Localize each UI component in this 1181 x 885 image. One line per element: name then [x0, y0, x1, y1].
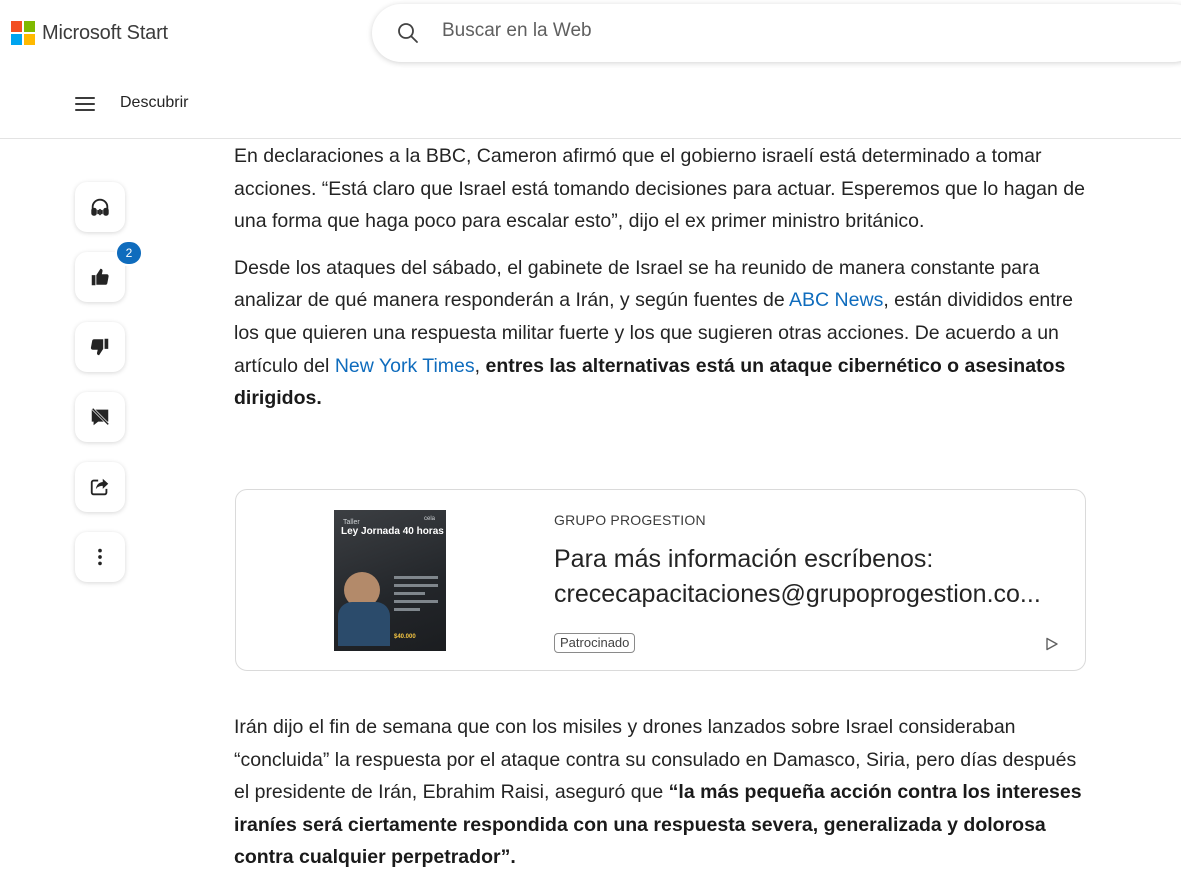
article-paragraph-2: Desde los ataques del sábado, el gabinete de Israel se ha reunido de manera constante para analizar de qué manera responderán a Irán, y según fuentes de ABC News, están divididos entre los que quieren una respuesta militar fuerte y los que sugieren otras acciones. De acuerdo a un artículo del New York Times, entres las alternativas está un ataque cibernético o asesinatos dirigidos. [234, 256, 1074, 410]
ad-choices-icon[interactable] [1044, 636, 1060, 652]
ad-person-body [338, 602, 390, 646]
ad-image[interactable]: Taller cela Ley Jornada 40 horas $40.000 [334, 510, 446, 651]
ad-title[interactable]: Para más información escríbenos: crececapacitaciones@grupoprogestion.co... [554, 545, 1041, 608]
article-body [234, 140, 1094, 429]
ad-image-text-lines [394, 576, 438, 616]
listen-button[interactable] [75, 182, 125, 232]
ad-source: GRUPO PROGESTION [554, 512, 706, 528]
new-york-times-link[interactable]: New York Times [334, 354, 475, 377]
thumbs-up-icon [89, 266, 111, 288]
comments-off-icon [89, 406, 111, 428]
brand-logo[interactable] [11, 21, 168, 45]
nav-bar [0, 68, 1181, 139]
article-paragraph-1: En declaraciones a la BBC, Cameron afirmó que el gobierno israelí está determinado a tomar acciones. “Está claro que Israel está tomando decisiones para actuar. Esperemos que lo hagan de una forma que haga poco para escalar esto”, dijo el ex primer ministro británico. [234, 145, 1085, 233]
microsoft-logo-icon [11, 21, 35, 45]
sponsored-ad-card[interactable] [235, 489, 1086, 671]
more-icon [89, 546, 111, 568]
share-button[interactable] [75, 462, 125, 512]
nav-discover-label[interactable]: Descubrir [120, 94, 189, 111]
comments-off-button[interactable] [75, 392, 125, 442]
top-bar [0, 0, 1181, 68]
search-input[interactable] [442, 20, 942, 42]
menu-icon[interactable] [75, 97, 95, 111]
search-icon[interactable] [396, 21, 420, 45]
search-box[interactable] [372, 4, 1181, 62]
bold-quote: “la más pequeña acción contra los intereses iraníes será ciertamente respondida con una respuesta severa, generalizada y dolorosa contra cualquier perpetrador”. [234, 781, 1082, 869]
share-icon [89, 476, 111, 498]
thumbs-down-icon [89, 336, 111, 358]
abc-news-link[interactable]: ABC News [789, 289, 884, 312]
headphones-icon [89, 196, 111, 218]
brand-name: Microsoft Start [42, 21, 168, 44]
article-paragraph-3: Irán dijo el fin de semana que con los misiles y drones lanzados sobre Israel consideraban “concluida” la respuesta por el ataque contra su consulado en Damasco, Siria, pero días después el presidente de Irán, Ebrahim Raisi, aseguró que “la más pequeña acción contra los intereses iraníes será ciertamente respondida con una respuesta severa, generalizada y dolorosa contra cualquier perpetrador”. [234, 716, 1082, 869]
bold-statement: entres las alternativas está un ataque cibernético o asesinatos dirigidos. [234, 354, 1066, 410]
article-body-continued [234, 711, 1094, 885]
more-options-button[interactable] [75, 532, 125, 582]
dislike-button[interactable] [75, 322, 125, 372]
like-count-badge: 2 [115, 240, 143, 266]
sponsored-label: Patrocinado [554, 633, 635, 653]
